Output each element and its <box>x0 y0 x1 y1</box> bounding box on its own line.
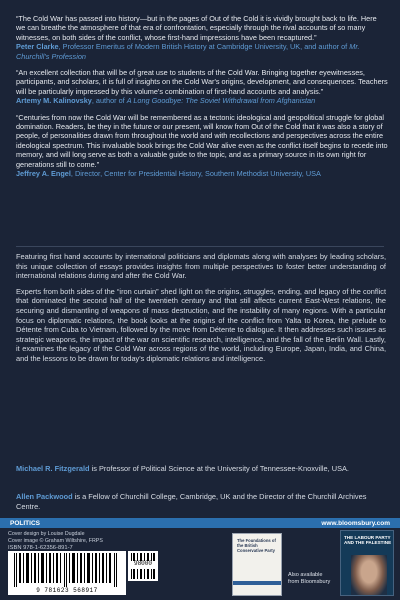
endorsement-quote <box>16 14 388 61</box>
quote-author-role: , Professor Emeritus of Modern British History at Cambridge University, UK, and author of <box>58 42 350 52</box>
editor-bio-text: is Professor of Political Science at the University of Tennessee-Knoxville, USA. <box>89 464 349 473</box>
design-credit: Cover design by Louise Dugdale <box>8 531 85 537</box>
quote-attribution <box>16 169 388 178</box>
quote-author: Jeffrey A. Engel <box>16 169 71 179</box>
quote-text: “The Cold War has passed into history—but in the pages of Out of the Cold it is vividly brought back to life. Here we can breathe the atmosphere of that era of confrontation, especially through the rival accounts of so many witnesses, on both sides of the conflict, whose first-hand impressions have been recaptured.” <box>16 14 377 42</box>
related-book-cover <box>340 530 394 596</box>
portrait-image <box>351 555 387 596</box>
image-credit: Cover image © Graham Wiltshire, FRPS <box>8 537 103 544</box>
quote-text: “Centuries from now the Cold War will be remembered as a tectonic ideological and geopolitical struggle for global domination. Readers, be they in the future or our present, will know from Out of the Cold that it was also a story of people, of personalities drawn from throughout the world and with recollections and perspectives across the entire ideological spectrum. This invaluable book brings the Cold War alive even as the conflict itself begins to recede into memory, and will long serve as both a valuable guide to the topic, and as a primary source in its own right for generations still to come.” <box>16 112 388 169</box>
endorsements <box>16 14 388 186</box>
editor-bio-text: is a Fellow of Churchill College, Cambridge, UK and the Director of the Churchill Archives Centre. <box>16 492 367 511</box>
section-divider <box>16 246 384 247</box>
description-paragraph: Featuring first hand accounts by international politicians and diplomats along with analyses by leading scholars, this unique collection of essays provides insights from multiple perspectives to foster better understanding of international relations during and after the Cold War. <box>16 252 386 281</box>
price-code: 98000 <box>133 560 152 567</box>
related-book-title: The Foundations of the British Conservative Party <box>237 538 276 553</box>
isbn-barcode <box>8 551 126 595</box>
editor-name: Michael R. Fitzgerald <box>16 464 90 473</box>
isbn-label: ISBN 978-1-62356-891-7 <box>8 545 73 551</box>
related-book-cover <box>232 533 282 596</box>
also-available-label: Also available from Bloomsbury <box>288 572 331 585</box>
quote-author-role: , Director, Center for Presidential History, Southern Methodist University, USA <box>70 169 321 179</box>
barcode-number: 9 781623 568917 <box>36 587 98 594</box>
cover-credits <box>8 531 103 544</box>
quote-text: “An excellent collection that will be of great use to students of the Cold War. Bringing together eyewitnesses, participants, and scholars, it is full of insights on the Cold War's origins, development, and consequences. Teachers will be particularly impressed by this volume's combination of first-hand accounts and analysis.” <box>16 68 388 96</box>
quote-attribution <box>16 96 388 105</box>
editor-bio <box>16 464 386 474</box>
endorsement-quote <box>16 113 388 179</box>
editor-bio <box>16 492 386 511</box>
quote-author-book: Mr. Churchill's Profession <box>16 42 360 61</box>
quote-author-book: A Long Goodbye: The Soviet Withdrawal from Afghanistan <box>126 96 316 106</box>
endorsement-quote <box>16 68 388 106</box>
publisher-bar <box>0 518 400 528</box>
barcode-icon <box>12 553 122 587</box>
description-paragraph: Experts from both sides of the “iron curtain” shed light on the origins, struggles, ending, and legacy of the conflict that dominated the second half of the twentieth century and that still affects current East-West relations, the securing and dismantling of weapons of mass destruction, and the instability of many regions. With a particular focus on diplomatic relations, the book looks at the origins of the conflict from Yalta to Korea, the prelude to Détente from Cuba to Vietnam, followed by the move from Détente to dialogue. It then addresses such issues as strategic weapons, the impact of the war on scientific research, intelligence, and the fall of the Berlin Wall. Lastly, it examines the legacy of the Cold War across regions of the world, including Europe, Japan, India, and China, and the lessons to be drawn for today's diplomatic relations and intelligence. <box>16 286 386 363</box>
editor-name: Allen Packwood <box>16 492 73 501</box>
publisher-url: www.bloomsbury.com <box>321 519 390 527</box>
quote-attribution <box>16 42 388 61</box>
book-description <box>16 252 386 370</box>
category-label: POLITICS <box>10 519 40 527</box>
related-book-title: THE LABOUR PARTY AND THE PALESTINE <box>344 535 392 546</box>
quote-author: Artemy M. Kalinovsky <box>16 96 92 106</box>
quote-author-role: , author of <box>91 96 127 106</box>
cover-stripe <box>233 581 281 585</box>
quote-author: Peter Clarke <box>16 42 59 52</box>
